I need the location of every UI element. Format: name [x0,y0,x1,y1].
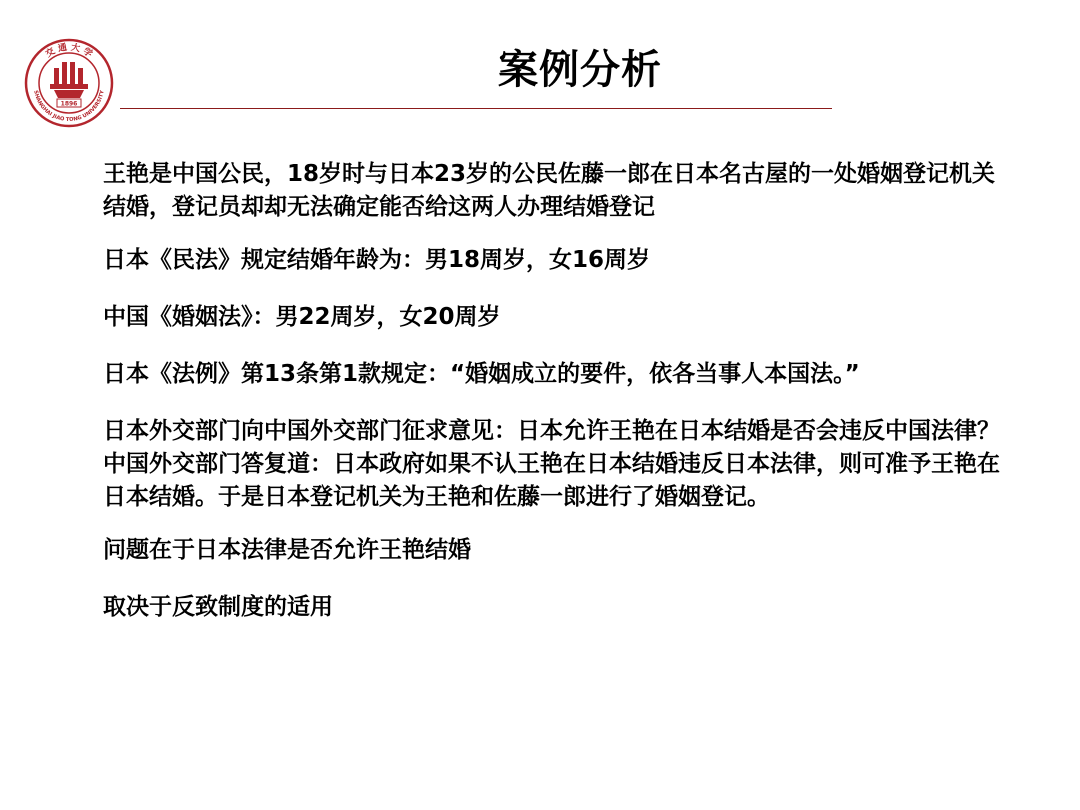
paragraph-question: 问题在于日本法律是否允许王艳结婚 [103,537,471,563]
university-seal-icon [24,38,114,128]
paragraph-japan-civil-law: 日本《民法》规定结婚年龄为：男18周岁，女16周岁 [103,247,651,273]
page-title: 案例分析 [498,47,662,93]
paragraph-renvoi: 取决于反致制度的适用 [103,594,333,620]
paragraph-china-marriage-law: 中国《婚姻法》：男22周岁，女20周岁 [103,304,501,330]
slide-body [103,158,1003,624]
paragraph-diplomatic-consultation: 日本外交部门向中国外交部门征求意见：日本允许王艳在日本结婚是否会违反中国法律？中国外交部门答复道：日本政府如果不认王艳在日本结婚违反日本法律，则可准予王艳在日本结婚。于是日本登记机关为王艳和佐藤一郎进行了婚姻登记。 [103,418,1000,510]
paragraph-case-facts: 王艳是中国公民，18岁时与日本23岁的公民佐藤一郎在日本名古屋的一处婚姻登记机关结婚，登记员却却无法确定能否给这两人办理结婚登记 [103,161,996,220]
seal-year: 1896 [60,100,78,108]
seal-top-text: 交 通 大 学 [44,42,94,60]
title-divider [120,108,832,109]
paragraph-japan-hourei: 日本《法例》第13条第1款规定：“婚姻成立的要件，依各当事人本国法。” [103,361,860,387]
seal-bottom-text: SHANGHAI JIAO TONG UNIVERSITY [32,89,106,124]
